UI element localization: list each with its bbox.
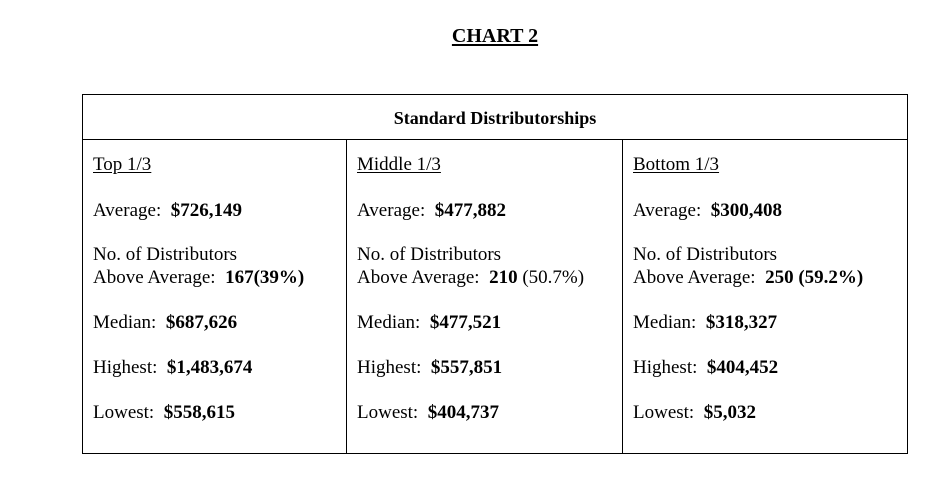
highest-label: Highest: [357,357,422,378]
above-average-row [357,267,584,289]
column-heading: Bottom 1/3 [633,154,720,175]
distributorships-table [82,94,908,454]
average-value: $300,408 [710,200,782,221]
above-average-row [633,267,863,289]
average-row [93,200,242,222]
above-average-label: Above Average: [357,267,480,288]
column-bottom-third [623,140,907,453]
median-value: $318,327 [705,312,778,333]
median-row [633,312,777,334]
average-row [633,200,782,222]
highest-label: Highest: [633,357,698,378]
lowest-label: Lowest: [93,402,155,423]
above-average-percent: (50.7%) [522,267,585,288]
above-average-label: Above Average: [633,267,756,288]
median-label: Median: [93,312,157,333]
lowest-label: Lowest: [633,402,695,423]
highest-row [633,357,778,379]
median-row [357,312,501,334]
median-label: Median: [357,312,421,333]
average-value: $726,149 [170,200,242,221]
distributors-label: No. of Distributors [633,244,778,265]
median-label: Median: [633,312,697,333]
distributors-label: No. of Distributors [357,244,502,265]
highest-value: $1,483,674 [166,357,253,378]
lowest-value: $5,032 [703,402,756,423]
average-row [357,200,506,222]
average-value: $477,882 [434,200,506,221]
above-average-value: 210 [489,267,518,288]
highest-row [357,357,502,379]
table-header: Standard Distributorships [83,95,907,140]
median-value: $477,521 [429,312,502,333]
column-middle-third [347,140,623,453]
highest-label: Highest: [93,357,158,378]
lowest-row [357,402,499,424]
lowest-label: Lowest: [357,402,419,423]
highest-row [93,357,252,379]
above-average-value: 167(39%) [225,267,305,288]
lowest-value: $558,615 [163,402,235,423]
lowest-row [633,402,756,424]
lowest-row [93,402,235,424]
lowest-value: $404,737 [427,402,499,423]
highest-value: $404,452 [706,357,779,378]
above-average-row [93,267,304,289]
median-value: $687,626 [165,312,238,333]
column-heading: Top 1/3 [93,154,152,175]
above-average-label: Above Average: [93,267,216,288]
average-label: Average: [357,200,426,221]
median-row [93,312,237,334]
highest-value: $557,851 [430,357,503,378]
column-heading: Middle 1/3 [357,154,441,175]
distributors-label: No. of Distributors [93,244,238,265]
above-average-value: 250 (59.2%) [765,267,864,288]
chart-title: CHART 2 [451,25,539,47]
column-top-third [83,140,347,453]
average-label: Average: [633,200,702,221]
average-label: Average: [93,200,162,221]
